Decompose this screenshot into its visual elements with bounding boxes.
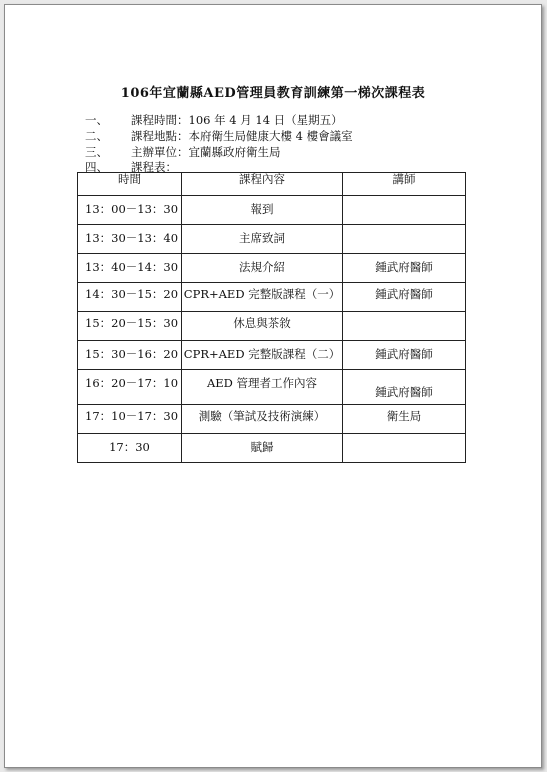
table-row: [78, 283, 466, 312]
time-cell: 14：30－15：20: [78, 283, 182, 312]
table-row: [78, 254, 466, 283]
course-cell: CPR+AED 完整版課程（二）: [182, 341, 343, 370]
course-cell: 法規介紹: [182, 254, 343, 283]
course-cell: CPR+AED 完整版課程（一）: [182, 283, 343, 312]
lecturer-cell: 鍾武府醫師: [343, 341, 466, 370]
info-line-course-location: [85, 128, 353, 144]
time-cell: 15：30－16：20: [78, 341, 182, 370]
lecturer-cell: 鍾武府醫師: [343, 283, 466, 312]
time-cell: 16：20－17：10: [78, 370, 182, 405]
time-cell: 17：30: [78, 434, 182, 463]
info-label: 課程時間：106 年 4 月 14 日（星期五）: [131, 113, 343, 127]
header-course: 課程內容: [182, 173, 343, 196]
lecturer-cell: [343, 434, 466, 463]
time-cell: 13：00－13：30: [78, 196, 182, 225]
info-number: 三、: [85, 145, 108, 159]
table-row: [78, 405, 466, 434]
time-cell: 15：20－15：30: [78, 312, 182, 341]
course-cell: 報到: [182, 196, 343, 225]
lecturer-cell: [343, 225, 466, 254]
info-line-organizer: [85, 144, 281, 160]
table-row: [78, 225, 466, 254]
lecturer-cell: [343, 312, 466, 341]
table-row: [78, 341, 466, 370]
document-title: 106年宜蘭縣AED管理員教育訓練第一梯次課程表: [120, 86, 426, 101]
header-lecturer: 講師: [343, 173, 466, 196]
time-cell: 17：10－17：30: [78, 405, 182, 434]
info-number: 四、: [85, 160, 108, 174]
info-label: 課程表：: [131, 160, 177, 174]
info-line-course-time: [85, 112, 343, 128]
course-cell: 休息與茶敘: [182, 312, 343, 341]
info-number: 一、: [85, 113, 108, 127]
lecturer-cell: 衛生局: [343, 405, 466, 434]
info-label: 主辦單位：宜蘭縣政府衛生局: [131, 145, 281, 159]
lecturer-cell: 鍾武府醫師: [343, 370, 466, 405]
time-cell: 13：40－14：30: [78, 254, 182, 283]
table-row: [78, 434, 466, 463]
course-cell: AED 管理者工作內容: [182, 370, 343, 405]
info-number: 二、: [85, 129, 108, 143]
time-cell: 13：30－13：40: [78, 225, 182, 254]
header-time: 時間: [78, 173, 182, 196]
info-label: 課程地點：本府衛生局健康大樓 4 樓會議室: [131, 129, 353, 143]
schedule-table: [77, 172, 466, 463]
course-cell: 主席致詞: [182, 225, 343, 254]
course-cell: 賦歸: [182, 434, 343, 463]
table-row: [78, 196, 466, 225]
lecturer-cell: [343, 196, 466, 225]
course-cell: 測驗（筆試及技術演練）: [182, 405, 343, 434]
table-row: [78, 312, 466, 341]
lecturer-cell: 鍾武府醫師: [343, 254, 466, 283]
table-header-row: [78, 173, 466, 196]
document-page: [4, 4, 542, 768]
table-row: [78, 370, 466, 405]
